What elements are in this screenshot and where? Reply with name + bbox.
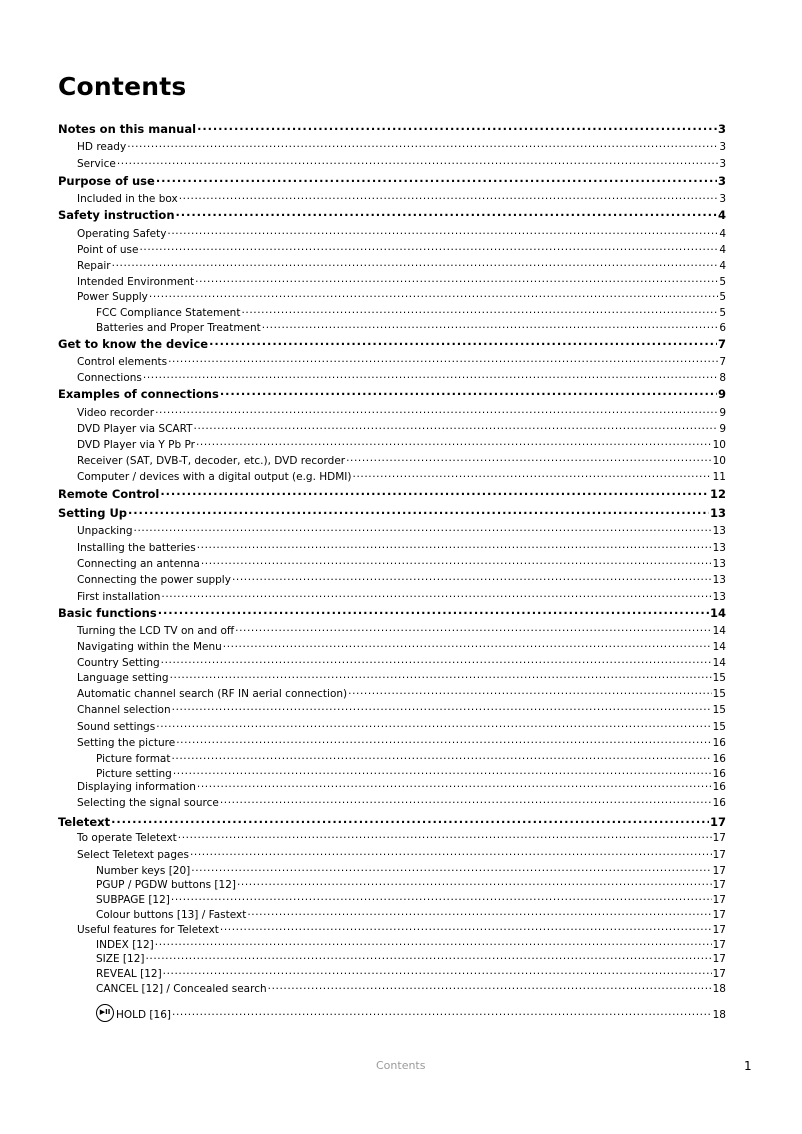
toc-entry-label: [77, 260, 112, 272]
dot-leader: [143, 370, 718, 381]
dot-leader: [241, 305, 718, 316]
toc-entry-label: [96, 939, 155, 951]
footer-section-title: Contents: [376, 1059, 426, 1072]
toc-entry-label: [96, 953, 145, 965]
dot-leader: [134, 523, 712, 534]
toc-page-number: 17: [712, 878, 726, 891]
toc-section-entry[interactable]: [58, 156, 726, 170]
dot-leader: [197, 540, 712, 551]
dot-leader: [176, 207, 717, 219]
toc-entry-text: INDEX [12]: [96, 938, 154, 951]
dot-leader: [145, 951, 711, 962]
toc-entry-text: Point of use: [77, 243, 139, 256]
toc-entry-text: Installing the batteries: [77, 541, 196, 554]
toc-entry-label: [77, 407, 155, 419]
toc-section-entry[interactable]: [58, 981, 726, 995]
toc-entry-text: Intended Environment: [77, 275, 195, 288]
dot-leader: [232, 572, 712, 583]
page-title: Contents: [58, 72, 187, 101]
toc-entry-label: [58, 174, 156, 188]
toc-section-entry[interactable]: [58, 863, 726, 877]
dot-leader: [128, 505, 709, 517]
toc-page-number: 4: [719, 243, 726, 256]
dot-leader: [156, 719, 711, 730]
toc-entry-text: Selecting the signal source: [77, 796, 219, 809]
toc-page-number: 16: [712, 752, 726, 765]
toc-entry-label: [58, 122, 197, 136]
dot-leader: [112, 258, 719, 269]
toc-entry-text: FCC Compliance Statement: [96, 306, 241, 319]
toc-entry-text: Remote Control: [58, 486, 160, 501]
toc-entry-text: Included in the box: [77, 192, 178, 205]
toc-section-entry[interactable]: [58, 242, 726, 256]
toc-page-number: 17: [712, 831, 726, 844]
toc-page-number: 17: [712, 848, 726, 861]
toc-section-entry[interactable]: [58, 289, 726, 303]
toc-page-number: 9: [717, 386, 726, 401]
dot-leader: [190, 847, 712, 858]
dot-leader: [173, 766, 712, 777]
toc-page-number: 13: [709, 505, 726, 520]
toc-entry-text: Navigating within the Menu: [77, 640, 222, 653]
toc-entry-text: Computer / devices with a digital output (e.g. HDMI): [77, 470, 352, 483]
toc-entry-label: [96, 768, 173, 780]
toc-entry-label: [58, 815, 111, 829]
toc-page-number: 16: [712, 767, 726, 780]
toc-entry-text: Examples of connections: [58, 386, 219, 401]
toc-page-number: 5: [719, 290, 726, 303]
toc-entry-text: DVD Player via Y Pb Pr: [77, 438, 195, 451]
toc-entry-label: [96, 307, 241, 319]
toc-entry-label: [58, 487, 160, 501]
toc-entry-text: First installation: [77, 590, 161, 603]
toc-page-number: 5: [719, 275, 726, 288]
dot-leader: [220, 386, 717, 398]
toc-entry-text: Select Teletext pages: [77, 848, 189, 861]
toc-entry-text: Connecting an antenna: [77, 557, 200, 570]
toc-page-number: 18: [712, 982, 726, 995]
toc-page-number: 17: [712, 893, 726, 906]
toc-section-entry[interactable]: [58, 766, 726, 780]
toc-entry-label: [58, 506, 128, 520]
dot-leader: [197, 121, 717, 133]
dot-leader: [161, 655, 712, 666]
toc-section-entry[interactable]: [58, 735, 726, 749]
dot-leader: [179, 191, 719, 202]
toc-entry-label: [77, 471, 353, 483]
dot-leader: [168, 354, 718, 365]
toc-section-entry[interactable]: [58, 655, 726, 669]
toc-entry-label: [77, 641, 223, 653]
toc-page-number: 9: [719, 406, 726, 419]
toc-entry-text: Number keys [20]: [96, 864, 191, 877]
toc-page-number: 10: [712, 454, 726, 467]
dot-leader: [196, 437, 712, 448]
toc-entry-label: [96, 1004, 172, 1022]
toc-chapter-entry[interactable]: [58, 207, 726, 222]
dot-leader: [155, 405, 718, 416]
toc-page-number: 3: [719, 192, 726, 205]
toc-page-number: 7: [717, 336, 726, 351]
dot-leader: [127, 139, 718, 150]
toc-chapter-entry[interactable]: [58, 605, 726, 620]
dot-leader: [178, 830, 712, 841]
toc-entry-label: [77, 721, 156, 733]
toc-section-entry[interactable]: [58, 951, 726, 965]
toc-page-number: 17: [712, 923, 726, 936]
toc-entry-label: [96, 894, 171, 906]
dot-leader: [161, 589, 711, 600]
toc-entry-label: [77, 625, 235, 637]
toc-entry-label: [77, 372, 143, 384]
toc-page-number: 3: [717, 173, 726, 188]
toc-section-entry[interactable]: [58, 892, 726, 906]
dot-leader: [348, 686, 712, 697]
toc-entry-text: Language setting: [77, 671, 169, 684]
toc-entry-label: [96, 968, 163, 980]
toc-section-entry[interactable]: [58, 405, 726, 419]
dot-leader: [209, 336, 717, 348]
toc-page-number: 7: [719, 355, 726, 368]
toc-section-entry[interactable]: [58, 670, 726, 684]
toc-section-entry[interactable]: [58, 1004, 726, 1022]
toc-section-entry[interactable]: [58, 370, 726, 384]
toc-chapter-entry[interactable]: [58, 121, 726, 136]
toc-entry-label: [77, 423, 194, 435]
toc-page-number: 14: [709, 605, 726, 620]
toc-chapter-entry[interactable]: [58, 336, 726, 351]
toc-page-number: 4: [719, 259, 726, 272]
toc-page-number: 13: [712, 541, 726, 554]
toc-section-entry[interactable]: [58, 686, 726, 700]
toc-section-entry[interactable]: [58, 354, 726, 368]
toc-section-entry[interactable]: [58, 274, 726, 288]
toc-section-entry[interactable]: [58, 421, 726, 435]
toc-section-entry[interactable]: [58, 540, 726, 554]
dot-leader: [268, 981, 712, 992]
toc-page-number: 17: [712, 952, 726, 965]
toc-page-number: 15: [712, 703, 726, 716]
toc-entry-text: Useful features for Teletext: [77, 923, 219, 936]
toc-page-number: 15: [712, 687, 726, 700]
toc-entry-label: [96, 879, 237, 891]
toc-page-number: 16: [712, 796, 726, 809]
toc-entry-text: Connections: [77, 371, 142, 384]
toc-section-entry[interactable]: [58, 589, 726, 603]
toc-page-number: 4: [719, 227, 726, 240]
toc-entry-label: [96, 909, 247, 921]
toc-section-entry[interactable]: [58, 877, 726, 891]
toc-section-entry[interactable]: [58, 751, 726, 765]
toc-chapter-entry[interactable]: [58, 486, 726, 501]
toc-page-number: 5: [719, 306, 726, 319]
toc-section-entry[interactable]: [58, 937, 726, 951]
toc-section-entry[interactable]: [58, 795, 726, 809]
toc-section-entry[interactable]: [58, 305, 726, 319]
dot-leader: [156, 173, 717, 185]
toc-entry-text: REVEAL [12]: [96, 967, 162, 980]
toc-entry-text: Operating Safety: [77, 227, 167, 240]
toc-entry-text: Get to know the device: [58, 336, 209, 351]
toc-entry-label: [77, 558, 201, 570]
toc-entry-text: Setting the picture: [77, 736, 176, 749]
toc-entry-text: Batteries and Proper Treatment: [96, 321, 261, 334]
toc-entry-text: CANCEL [12] / Concealed search: [96, 982, 267, 995]
toc-entry-text: Video recorder: [77, 406, 155, 419]
toc-entry-label: [77, 356, 168, 368]
toc-entry-label: [77, 591, 161, 603]
toc-section-entry[interactable]: [58, 226, 726, 240]
toc-chapter-entry[interactable]: [58, 386, 726, 401]
toc-entry-text: SIZE [12]: [96, 952, 145, 965]
dot-leader: [197, 779, 712, 790]
toc-entry-label: [77, 704, 172, 716]
dot-leader: [176, 735, 711, 746]
toc-entry-text: Colour buttons [13] / Fastext: [96, 908, 247, 921]
dot-leader: [167, 226, 718, 237]
toc-chapter-entry[interactable]: [58, 173, 726, 188]
toc-page-number: 11: [712, 470, 726, 483]
toc-entry-text: Setting Up: [58, 505, 128, 520]
toc-entry-text: HOLD [16]: [116, 1009, 171, 1021]
toc-entry-label: [77, 158, 117, 170]
toc-entry-text: Repair: [77, 259, 111, 272]
toc-entry-text: Unpacking: [77, 524, 133, 537]
toc-page-number: 12: [709, 486, 726, 501]
toc-entry-text: Basic functions: [58, 605, 157, 620]
dot-leader: [237, 877, 712, 888]
dot-leader: [149, 289, 718, 300]
dot-leader: [194, 421, 719, 432]
toc-entry-label: [77, 439, 196, 451]
toc-entry-label: [77, 291, 149, 303]
toc-section-entry[interactable]: [58, 719, 726, 733]
dot-leader: [247, 907, 711, 918]
toc-entry-label: [77, 737, 176, 749]
toc-entry-label: [77, 657, 161, 669]
toc-section-entry[interactable]: [58, 139, 726, 153]
dot-leader: [117, 156, 719, 167]
toc-entry-text: Turning the LCD TV on and off: [77, 624, 235, 637]
toc-entry-label: [58, 387, 220, 401]
dot-leader: [201, 556, 712, 567]
dot-leader: [191, 863, 711, 874]
toc-entry-label: [77, 525, 134, 537]
toc-entry-text: Country Setting: [77, 656, 160, 669]
toc-entry-text: PGUP / PGDW buttons [12]: [96, 878, 236, 891]
toc-entry-text: Receiver (SAT, DVB-T, decoder, etc.), DVD recorder: [77, 454, 346, 467]
toc-page-number: 13: [712, 524, 726, 537]
dot-leader: [155, 937, 712, 948]
toc-entry-label: [96, 983, 268, 995]
toc-entry-text: Service: [77, 157, 116, 170]
toc-entry-label: [96, 753, 171, 765]
toc-entry-text: Displaying information: [77, 780, 196, 793]
toc-section-entry[interactable]: [58, 437, 726, 451]
toc-entry-text: Notes on this manual: [58, 121, 197, 136]
toc-entry-label: [96, 865, 191, 877]
dot-leader: [346, 453, 712, 464]
toc-chapter-entry[interactable]: [58, 505, 726, 520]
dot-leader: [262, 320, 719, 331]
toc-section-entry[interactable]: [58, 639, 726, 653]
toc-section-entry[interactable]: [58, 779, 726, 793]
dot-leader: [170, 670, 712, 681]
toc-section-entry[interactable]: [58, 907, 726, 921]
dot-leader: [223, 639, 712, 650]
dot-leader: [195, 274, 718, 285]
toc-entry-label: [77, 832, 178, 844]
toc-page-number: 10: [712, 438, 726, 451]
play-pause-icon: ▶II: [96, 1004, 114, 1022]
dot-leader: [139, 242, 718, 253]
dot-leader: [235, 623, 712, 634]
toc-page-number: 13: [712, 573, 726, 586]
toc-page-number: 17: [712, 908, 726, 921]
toc-entry-text: DVD Player via SCART: [77, 422, 193, 435]
toc-page-number: 17: [709, 814, 726, 829]
dot-leader: [220, 922, 712, 933]
toc-section-entry[interactable]: [58, 453, 726, 467]
toc-entry-label: [77, 849, 190, 861]
dot-leader: [172, 1008, 712, 1019]
toc-page-number: 17: [712, 864, 726, 877]
toc-page-number: 13: [712, 590, 726, 603]
toc-entry-text: Control elements: [77, 355, 168, 368]
toc-entry-text: Channel selection: [77, 703, 171, 716]
toc-section-entry[interactable]: [58, 623, 726, 637]
toc-entry-label: [58, 606, 158, 620]
toc-entry-label: [77, 193, 179, 205]
toc-section-entry[interactable]: [58, 847, 726, 861]
toc-section-entry[interactable]: [58, 702, 726, 716]
toc-entry-text: To operate Teletext: [77, 831, 177, 844]
toc-entry-label: [77, 924, 220, 936]
toc-entry-label: [77, 542, 197, 554]
toc-section-entry[interactable]: [58, 191, 726, 205]
toc-section-entry[interactable]: [58, 830, 726, 844]
toc-page-number: 3: [717, 121, 726, 136]
toc-page-number: 15: [712, 671, 726, 684]
dot-leader: [353, 469, 712, 480]
toc-page-number: 3: [719, 157, 726, 170]
toc-page-number: 14: [712, 640, 726, 653]
toc-section-entry[interactable]: [58, 556, 726, 570]
toc-page-number: 9: [719, 422, 726, 435]
toc-entry-label: [58, 208, 176, 222]
toc-page-number: 14: [712, 624, 726, 637]
toc-entry-text: HD ready: [77, 140, 127, 153]
toc-entry-text: Sound settings: [77, 720, 156, 733]
toc-entry-label: [77, 276, 195, 288]
toc-page-number: 17: [712, 967, 726, 980]
dot-leader: [220, 795, 712, 806]
toc-entry-text: Connecting the power supply: [77, 573, 231, 586]
footer-page-number: 1: [744, 1059, 752, 1073]
toc-entry-label: [77, 244, 139, 256]
toc-entry-label: [77, 688, 348, 700]
toc-section-entry[interactable]: [58, 469, 726, 483]
toc-entry-text: Purpose of use: [58, 173, 155, 188]
dot-leader: [172, 702, 712, 713]
toc-entry-label: [77, 228, 167, 240]
toc-entry-text: Picture setting: [96, 767, 172, 780]
toc-entry-text: Picture format: [96, 752, 171, 765]
toc-entry-label: [96, 322, 262, 334]
toc-page-number: 16: [712, 780, 726, 793]
dot-leader: [111, 814, 709, 826]
toc-section-entry[interactable]: [58, 523, 726, 537]
toc-section-entry[interactable]: [58, 572, 726, 586]
toc-entry-label: [58, 337, 209, 351]
dot-leader: [171, 751, 711, 762]
toc-entry-text: Automatic channel search (RF IN aerial connection): [77, 687, 348, 700]
toc-section-entry[interactable]: [58, 258, 726, 272]
toc-chapter-entry[interactable]: [58, 814, 726, 829]
toc-page-number: 18: [712, 1009, 726, 1021]
toc-page-number: 15: [712, 720, 726, 733]
toc-entry-label: [77, 781, 197, 793]
toc-entry-label: [77, 574, 232, 586]
toc-page-number: 13: [712, 557, 726, 570]
toc-section-entry[interactable]: [58, 320, 726, 334]
dot-leader: [163, 966, 712, 977]
dot-leader: [158, 605, 709, 617]
toc-page-number: 16: [712, 736, 726, 749]
toc-section-entry[interactable]: [58, 966, 726, 980]
toc-entry-text: Teletext: [58, 814, 111, 829]
dot-leader: [171, 892, 712, 903]
toc-entry-label: [77, 672, 170, 684]
dot-leader: [160, 486, 709, 498]
toc-entry-label: [77, 797, 220, 809]
toc-page-number: 8: [719, 371, 726, 384]
toc-entry-text: SUBPAGE [12]: [96, 893, 170, 906]
toc-entry-text: Safety instruction: [58, 207, 175, 222]
toc-page-number: 6: [719, 321, 726, 334]
toc-entry-label: [77, 455, 346, 467]
toc-page-number: 4: [717, 207, 726, 222]
toc-entry-text: Power Supply: [77, 290, 148, 303]
toc-page-number: 3: [719, 140, 726, 153]
toc-entry-label: [77, 141, 127, 153]
toc-section-entry[interactable]: [58, 922, 726, 936]
toc-page-number: 14: [712, 656, 726, 669]
toc-page-number: 17: [712, 938, 726, 951]
